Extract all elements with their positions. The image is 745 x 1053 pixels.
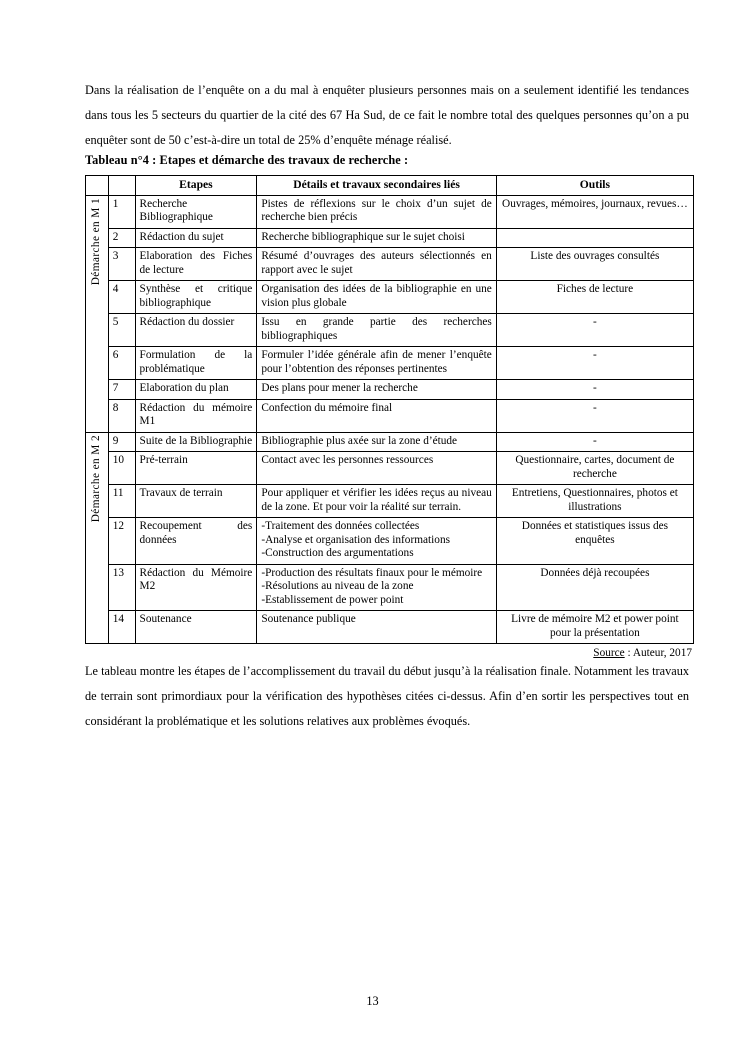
row-etape: Rédaction du mémoire M1 — [135, 399, 257, 432]
row-detail: Recherche bibliographique sur le sujet choisi — [257, 228, 496, 248]
row-detail: Formuler l’idée générale afin de mener l’enquête pour l’obtention des réponses pertinentes — [257, 347, 496, 380]
row-number: 3 — [108, 248, 135, 281]
table-row — [86, 611, 694, 644]
row-outil: Données déjà recoupées — [496, 564, 693, 611]
row-number: 4 — [108, 281, 135, 314]
source-label: Source — [593, 647, 625, 659]
table-caption: Tableau n°4 : Etapes et démarche des travaux de recherche : — [85, 153, 409, 167]
row-etape: Synthèse et critique bibliographique — [135, 281, 257, 314]
conclusion-paragraph: Le tableau montre les étapes de l’accomplissement du travail du début jusqu’à la réalisation finale. Notamment les travaux de terrain sont primordiaux pour la vérification des hypothèses citées ci-dessus. Afin d’en sortir les perspectives tout en considérant la problématique et les solutions relatives aux problèmes évoqués. — [85, 664, 689, 728]
table-row — [86, 399, 694, 432]
row-outil: Ouvrages, mémoires, journaux, revues… — [496, 195, 693, 228]
row-number: 10 — [108, 452, 135, 485]
row-number: 13 — [108, 564, 135, 611]
row-detail: Contact avec les personnes ressources — [257, 452, 496, 485]
table-row — [86, 228, 694, 248]
header-num — [108, 176, 135, 196]
table-row — [86, 347, 694, 380]
row-number: 5 — [108, 314, 135, 347]
row-etape: Elaboration des Fiches de lecture — [135, 248, 257, 281]
row-number: 12 — [108, 518, 135, 565]
row-number: 6 — [108, 347, 135, 380]
row-outil: Questionnaire, cartes, document de recherche — [496, 452, 693, 485]
row-outil: Livre de mémoire M2 et power point pour la présentation — [496, 611, 693, 644]
table-header — [86, 176, 694, 196]
table-row — [86, 564, 694, 611]
row-etape: Elaboration du plan — [135, 380, 257, 400]
table-row — [86, 314, 694, 347]
row-outil — [496, 228, 693, 248]
table-row — [86, 485, 694, 518]
phase-cell — [86, 195, 109, 432]
table-body — [86, 195, 694, 644]
row-etape: Soutenance — [135, 611, 257, 644]
row-detail: Pistes de réflexions sur le choix d’un sujet de recherche bien précis — [257, 195, 496, 228]
row-outil: - — [496, 347, 693, 380]
table-row — [86, 452, 694, 485]
row-detail: Résumé d’ouvrages des auteurs sélectionnés en rapport avec le sujet — [257, 248, 496, 281]
phase-label: Démarche en M 2 — [90, 434, 103, 522]
header-outils: Outils — [496, 176, 693, 196]
header-etapes: Etapes — [135, 176, 257, 196]
table-row — [86, 281, 694, 314]
row-outil: Données et statistiques issus des enquêtes — [496, 518, 693, 565]
phase-label: Démarche en M 1 — [90, 197, 103, 285]
row-etape: Suite de la Bibliographie — [135, 432, 257, 452]
intro-paragraph: Dans la réalisation de l’enquête on a du mal à enquêter plusieurs personnes mais on a seulement identifié les tendances dans tous les 5 secteurs du quartier de la cité des 67 Ha Sud, de ce fait le nombre total des quelques personnes qu’on a pu enquêter sont de 50 c’est-à-dire un total de 25% d’enquête ménage réalisé. — [85, 83, 689, 147]
row-detail: -Traitement des données collectées -Analyse et organisation des informations -Construction des argumentations — [257, 518, 496, 565]
header-details: Détails et travaux secondaires liés — [257, 176, 496, 196]
table-row — [86, 248, 694, 281]
row-outil: Fiches de lecture — [496, 281, 693, 314]
row-etape: Pré-terrain — [135, 452, 257, 485]
table-source — [85, 647, 694, 659]
row-number: 11 — [108, 485, 135, 518]
row-etape: Rédaction du sujet — [135, 228, 257, 248]
row-number: 8 — [108, 399, 135, 432]
row-outil: - — [496, 399, 693, 432]
row-number: 9 — [108, 432, 135, 452]
row-etape: Rédaction du dossier — [135, 314, 257, 347]
row-outil: Entretiens, Questionnaires, photos et illustrations — [496, 485, 693, 518]
row-number: 1 — [108, 195, 135, 228]
row-etape: Recoupement des données — [135, 518, 257, 565]
row-number: 14 — [108, 611, 135, 644]
row-detail: Issu en grande partie des recherches bibliographiques — [257, 314, 496, 347]
row-detail: Confection du mémoire final — [257, 399, 496, 432]
table-row — [86, 518, 694, 565]
row-outil: - — [496, 432, 693, 452]
row-detail: Pour appliquer et vérifier les idées reçus au niveau de la zone. Et pour voir la réalité sur terrain. — [257, 485, 496, 518]
row-outil: - — [496, 380, 693, 400]
row-detail: Bibliographie plus axée sur la zone d’étude — [257, 432, 496, 452]
table-row — [86, 195, 694, 228]
row-detail: Organisation des idées de la bibliographie en une vision plus globale — [257, 281, 496, 314]
source-rest: : Auteur, 2017 — [624, 647, 692, 659]
table-row — [86, 432, 694, 452]
row-etape: Rédaction du Mémoire M2 — [135, 564, 257, 611]
phase-cell — [86, 432, 109, 644]
row-etape: Travaux de terrain — [135, 485, 257, 518]
page-number: 13 — [366, 994, 379, 1008]
row-etape: Recherche Bibliographique — [135, 195, 257, 228]
row-etape: Formulation de la problématique — [135, 347, 257, 380]
row-detail: Soutenance publique — [257, 611, 496, 644]
row-detail: Des plans pour mener la recherche — [257, 380, 496, 400]
row-outil: - — [496, 314, 693, 347]
row-number: 7 — [108, 380, 135, 400]
header-phase — [86, 176, 109, 196]
research-steps-table — [85, 175, 694, 644]
table-row — [86, 380, 694, 400]
row-outil: Liste des ouvrages consultés — [496, 248, 693, 281]
row-detail: -Production des résultats finaux pour le mémoire -Résolutions au niveau de la zone -Establissement de power point — [257, 564, 496, 611]
table-header-row — [86, 176, 694, 196]
row-number: 2 — [108, 228, 135, 248]
